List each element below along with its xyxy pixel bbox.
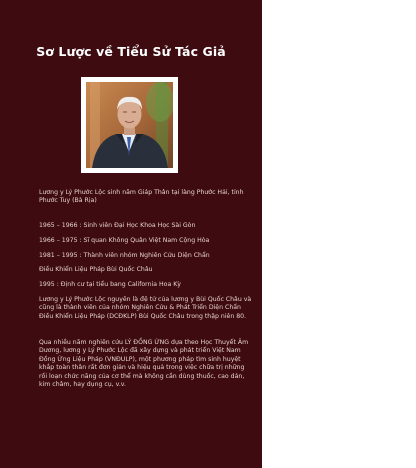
timeline-list bbox=[39, 222, 253, 296]
author-photo-frame bbox=[81, 77, 178, 173]
paragraph-research: Qua nhiều năm nghiên cứu LÝ ĐỒNG ỨNG dựa theo Học Thuyết Âm Dương, lương y Lý Phước Lộc đã xây dựng và phát triển Việt Nam Đồng Ứng Liệu Pháp (VNĐULP), một phương pháp tìm sinh huyệt khắp toàn thân rất đơn giản và hiệu quả trong việc chữa trị những rối loạn chức năng của cơ thể mà không cần dùng thuốc, cao dán, kim châm, hay dụng cụ, v.v. bbox=[39, 339, 249, 389]
timeline-item: Điều Khiển Liệu Pháp Bùi Quốc Châu bbox=[39, 266, 153, 274]
timeline-item: 1966 – 1975 : Sĩ quan Không Quân Việt Nam Cộng Hòa bbox=[39, 236, 210, 244]
timeline-item: 1995 : Định cư tại tiểu bang California Hoa Kỳ bbox=[39, 281, 181, 289]
timeline-item: 1981 – 1995 : Thành viên nhóm Nghiên Cứu Diện Chẩn bbox=[39, 251, 210, 259]
intro-text: Lương y Lý Phước Lộc sinh năm Giáp Thân tại làng Phước Hải, tỉnh Phước Tuy (Bà Rịa) bbox=[39, 189, 244, 205]
page-title: Sơ Lược về Tiểu Sử Tác Giả bbox=[36, 44, 226, 59]
paragraph-disciple: Lương y Lý Phước Lộc nguyên là đệ tử của lương y Bùi Quốc Châu và cũng là thành viên của nhóm Nghiên Cứu & Phát Triển Diện Chẩn Điều Khiển Liệu Pháp (DCĐKLP) Bùi Quốc Châu trong thập niên 80. bbox=[39, 296, 252, 320]
timeline-item: 1965 – 1966 : Sinh viên Đại Học Khoa Học Sài Gòn bbox=[39, 222, 196, 229]
author-portrait-image bbox=[86, 82, 173, 168]
